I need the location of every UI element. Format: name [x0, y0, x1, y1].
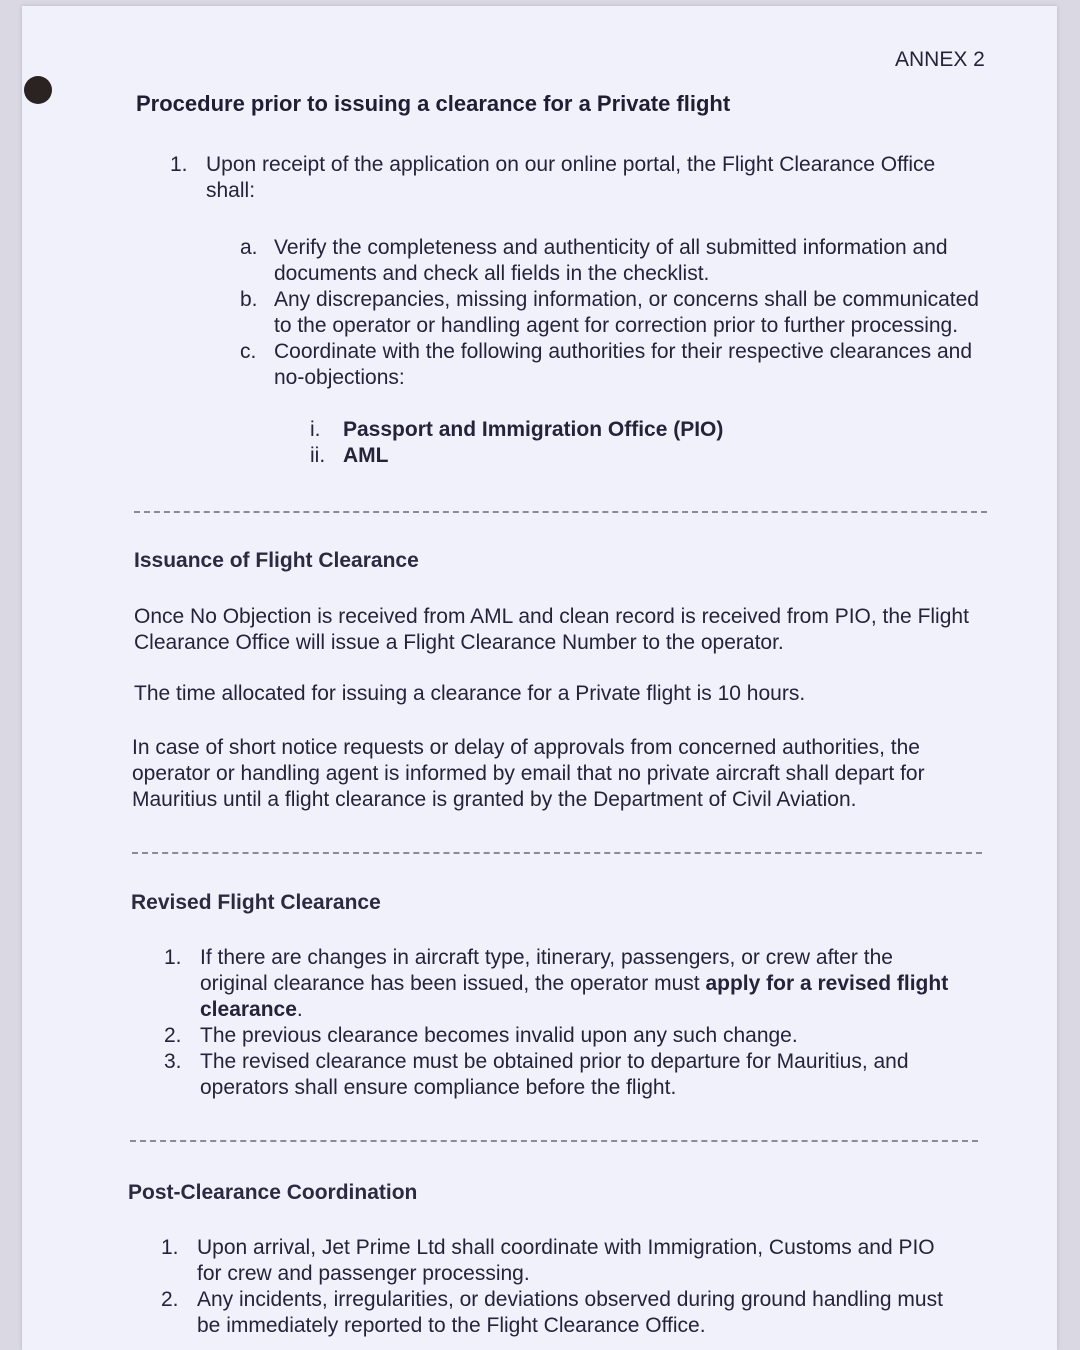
authority-pio: [310, 417, 910, 443]
divider: [132, 852, 982, 854]
list-item-text: AML: [343, 444, 389, 467]
punch-hole: [24, 76, 52, 104]
page-title: Procedure prior to issuing a clearance for a Private flight: [136, 91, 731, 116]
list-item-text: Passport and Immigration Office (PIO): [343, 418, 724, 441]
list-item-text: Upon receipt of the application on our online portal, the Flight Clearance Office shall:: [206, 153, 936, 202]
list-marker: c.: [240, 340, 257, 363]
list-item-text: Any discrepancies, missing information, or concerns shall be communicated to the operator or handling agent for correction prior to further processing.: [274, 288, 979, 337]
annex-label: ANNEX 2: [895, 48, 985, 71]
issuance-paragraph-2: The time allocated for issuing a clearance for a Private flight is 10 hours.: [134, 682, 806, 705]
subitem-a: [240, 235, 985, 287]
divider: [130, 1140, 978, 1142]
list-marker: a.: [240, 236, 258, 259]
issuance-heading: Issuance of Flight Clearance: [134, 549, 419, 572]
list-marker: i.: [310, 418, 321, 441]
authorities-list: [310, 417, 910, 469]
list-marker: ii.: [310, 444, 326, 467]
list-marker: b.: [240, 288, 258, 311]
procedure-section: [170, 152, 970, 204]
procedure-item-1: [170, 152, 970, 204]
list-number: 1.: [161, 1236, 179, 1259]
post-item-2: [161, 1287, 961, 1339]
list-item-text: If there are changes in aircraft type, itinerary, passengers, or crew after the original clearance has been issued, the operator must: [200, 946, 893, 995]
revised-item-1: [164, 945, 964, 1023]
revised-heading: Revised Flight Clearance: [131, 891, 381, 914]
issuance-paragraph-1: Once No Objection is received from AML and clean record is received from PIO, the Flight Clearance Office will issue a Flight Clearance Number to the operator.: [134, 605, 969, 654]
subitem-b: [240, 287, 985, 339]
list-item-text: Coordinate with the following authorities for their respective clearances and no-objections:: [274, 340, 973, 389]
list-item-text: Verify the completeness and authenticity of all submitted information and documents and check all fields in the checklist.: [274, 236, 948, 285]
post-heading: Post-Clearance Coordination: [128, 1181, 418, 1204]
list-item-text-end: .: [296, 998, 303, 1021]
authority-aml: [310, 443, 910, 469]
list-item-emphasis: apply for a revised flight clearance: [200, 972, 949, 1021]
post-item-1: [161, 1235, 961, 1287]
divider: [134, 511, 987, 513]
list-item-text: Any incidents, irregularities, or deviations observed during ground handling must be immediately reported to the Flight Clearance Office.: [197, 1288, 943, 1337]
list-number: 1.: [164, 946, 182, 969]
revised-item-2: [164, 1023, 964, 1049]
revised-list: [164, 945, 964, 1101]
list-number: 2.: [164, 1024, 182, 1047]
revised-item-3: [164, 1049, 964, 1101]
list-number: 2.: [161, 1288, 179, 1311]
document-page: [22, 6, 1057, 1350]
list-item-text: The previous clearance becomes invalid upon any such change.: [200, 1024, 798, 1047]
procedure-subitems: [240, 235, 985, 391]
subitem-c: [240, 339, 985, 391]
post-list: [161, 1235, 961, 1339]
list-item-text: Upon arrival, Jet Prime Ltd shall coordinate with Immigration, Customs and PIO for crew and passenger processing.: [197, 1236, 935, 1285]
list-number: 3.: [164, 1050, 182, 1073]
list-item-text: The revised clearance must be obtained prior to departure for Mauritius, and operators shall ensure compliance before the flight.: [200, 1050, 909, 1099]
list-number: 1.: [170, 153, 188, 176]
issuance-paragraph-3: In case of short notice requests or delay of approvals from concerned authorities, the operator or handling agent is informed by email that no private aircraft shall depart for Mauritius until a flight clearance is granted by the Department of Civil Aviation.: [132, 736, 925, 811]
